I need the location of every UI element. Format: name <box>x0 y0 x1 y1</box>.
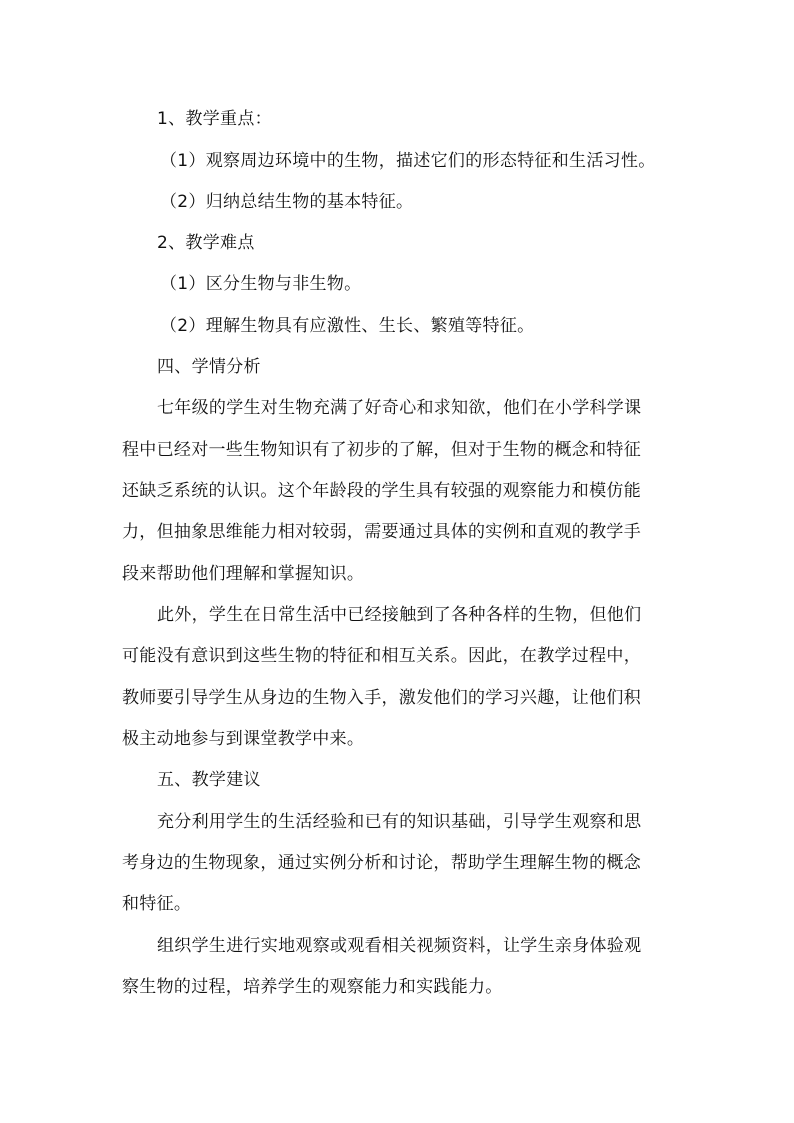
paragraph-line: 还缺乏系统的认识。这个年龄段的学生具有较强的观察能力和模仿能 <box>122 481 641 501</box>
paragraph-line: 可能没有意识到这些生物的特征和相互关系。因此，在教学过程中， <box>122 646 641 666</box>
difficulty-item-2: （2）理解生物具有应激性、生长、繁殖等特征。 <box>160 316 535 336</box>
section-heading-teaching-focus: 1、教学重点： <box>157 109 272 129</box>
paragraph-line: 察生物的过程，培养学生的观察能力和实践能力。 <box>122 977 503 997</box>
paragraph-line: 充分利用学生的生活经验和已有的知识基础，引导学生观察和思 <box>157 812 642 832</box>
section-heading-teaching-difficulty: 2、教学难点 <box>157 233 255 253</box>
section-heading-learner-analysis: 四、学情分析 <box>157 357 261 377</box>
focus-item-2: （2）归纳总结生物的基本特征。 <box>160 192 414 212</box>
paragraph-line: 程中已经对一些生物知识有了初步的了解，但对于生物的概念和特征 <box>122 440 641 460</box>
paragraph-line: 教师要引导学生从身边的生物入手，激发他们的学习兴趣，让他们积 <box>122 688 641 708</box>
paragraph-line: 此外，学生在日常生活中已经接触到了各种各样的生物，但他们 <box>157 605 642 625</box>
section-heading-teaching-suggestions: 五、教学建议 <box>157 770 261 790</box>
paragraph-line: 七年级的学生对生物充满了好奇心和求知欲，他们在小学科学课 <box>157 398 642 418</box>
paragraph-line: 极主动地参与到课堂教学中来。 <box>122 729 365 749</box>
difficulty-item-1: （1）区分生物与非生物。 <box>160 274 362 294</box>
paragraph-line: 力，但抽象思维能力相对较弱，需要通过具体的实例和直观的教学手 <box>122 522 641 542</box>
paragraph-line: 组织学生进行实地观察或观看相关视频资料，让学生亲身体验观 <box>157 936 642 956</box>
paragraph-line: 和特征。 <box>122 894 192 914</box>
focus-item-1: （1）观察周边环境中的生物，描述它们的形态特征和生活习性。 <box>160 151 656 171</box>
paragraph-line: 考身边的生物现象，通过实例分析和讨论，帮助学生理解生物的概念 <box>122 853 641 873</box>
paragraph-line: 段来帮助他们理解和掌握知识。 <box>122 564 365 584</box>
